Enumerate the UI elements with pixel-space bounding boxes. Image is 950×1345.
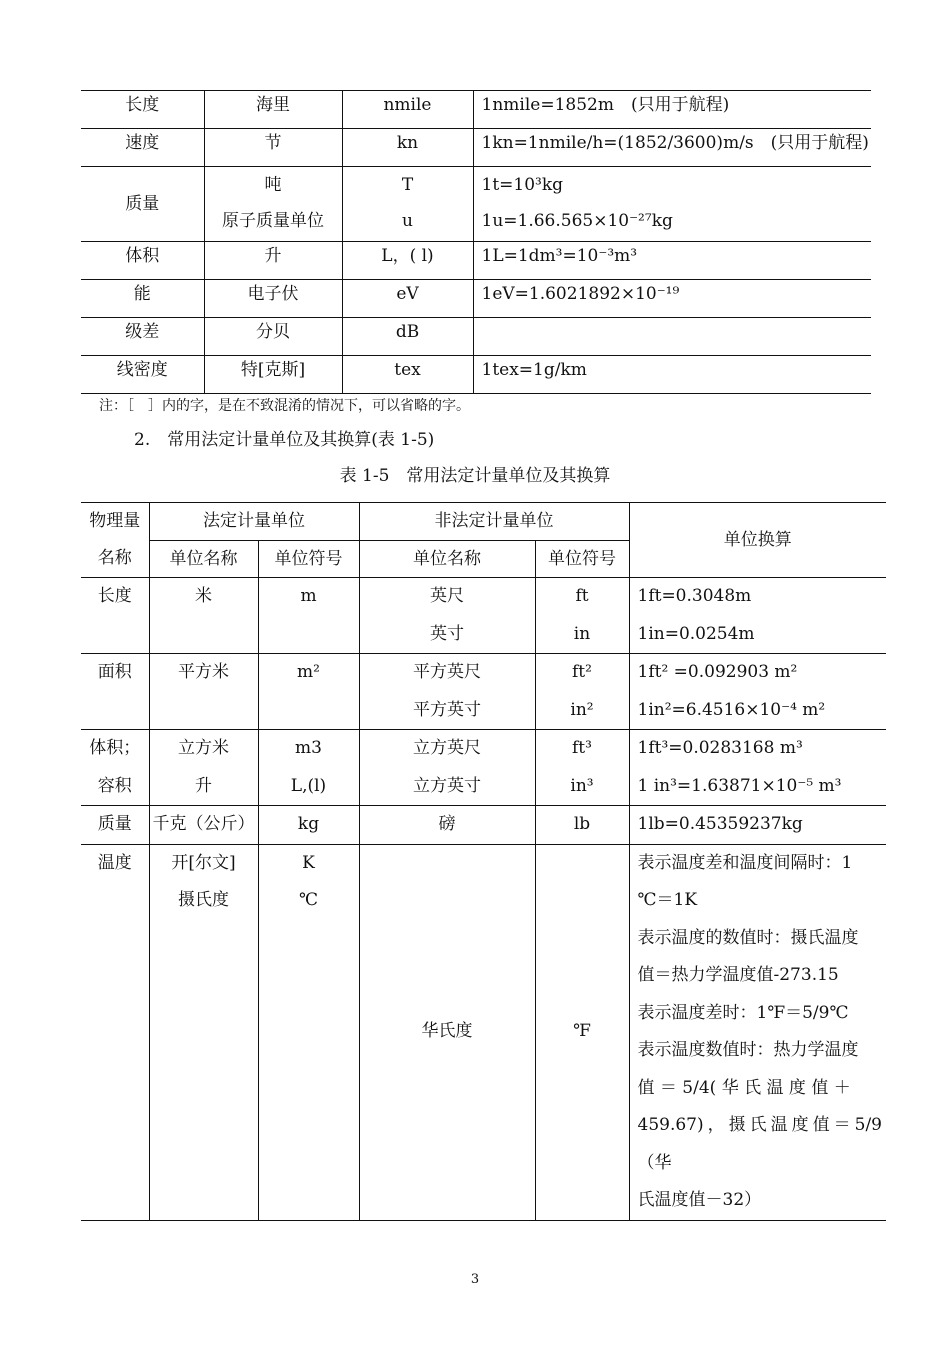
conversion-line: 1ft² =0.092903 m² [637, 662, 798, 682]
nonlegal-unit-name-line: 平方英尺 [413, 662, 481, 682]
legal-unit-symbol-line: K [302, 852, 315, 873]
table-row-temperature [81, 844, 886, 1220]
unit-name-cell [204, 318, 342, 356]
unit-symbol-cell [342, 167, 473, 242]
conversion-cell [473, 318, 871, 356]
conversion-cell [629, 578, 886, 654]
unit-symbol-cell [342, 129, 473, 167]
legal-unit-name-line: 立方米 [178, 738, 229, 758]
legal-unit-name-cell [149, 654, 258, 730]
conversion-line: 氏温度值－32） [637, 1190, 762, 1210]
units-table-2 [81, 502, 886, 1221]
conversion-line: 1u=1.66.565×10⁻²⁷kg [481, 211, 673, 231]
nonlegal-unit-symbol-line: in² [570, 699, 594, 720]
quantity-cell [81, 578, 149, 654]
quantity-cell: 温度 [81, 844, 149, 1220]
conversion-line: 1tex=1g/km [481, 360, 587, 380]
units-table-2-body [81, 578, 886, 1221]
unit-symbol-line: kn [396, 133, 419, 153]
unit-symbol-cell [342, 242, 473, 280]
conversion-line: 1eV=1.6021892×10⁻¹⁹ [481, 284, 680, 304]
units-table-1 [81, 90, 871, 394]
table-row [81, 356, 871, 394]
conversion-cell [473, 129, 871, 167]
legal-unit-name-line: 摄氏度 [178, 890, 229, 910]
conversion-cell [629, 730, 886, 806]
nonlegal-unit-symbol-line: ft³ [572, 738, 592, 758]
legal-unit-name-line: 升 [195, 775, 212, 796]
nonlegal-unit-name-cell [359, 806, 535, 845]
nonlegal-unit-name-cell [359, 730, 535, 806]
conversion-cell [473, 91, 871, 129]
unit-symbol-line: T [401, 175, 414, 195]
unit-name-line: 海里 [256, 95, 290, 115]
quantity-line: 面积 [97, 662, 132, 682]
table-row [81, 280, 871, 318]
nonlegal-unit-symbol-line: lb [573, 814, 591, 834]
unit-name-cell [204, 280, 342, 318]
legal-unit-symbol-line: m² [297, 662, 320, 682]
legal-unit-name-line: 米 [195, 586, 212, 606]
legal-unit-symbol-line: L,(l) [290, 775, 327, 796]
legal-unit-name-cell [149, 578, 258, 654]
header-legal-group: 法定计量单位 [149, 503, 359, 541]
nonlegal-unit-symbol-cell [535, 730, 629, 806]
unit-symbol-line: L，( l) [381, 246, 434, 266]
table-note: 注：［ ］内的字，是在不致混淆的情况下，可以省略的字。 [99, 398, 470, 414]
quantity-cell: 体积 [81, 242, 204, 280]
legal-unit-symbol-cell [258, 844, 359, 1220]
quantity-cell [81, 806, 149, 845]
unit-symbol-cell [342, 280, 473, 318]
header-unit-symbol: 单位符号 [258, 540, 359, 578]
quantity-cell: 质量 [81, 167, 204, 242]
table-row [81, 318, 871, 356]
conversion-line: 值＝热力学温度值-273.15 [637, 965, 839, 985]
nonlegal-unit-symbol-line: ft [575, 586, 589, 606]
legal-unit-symbol-cell [258, 730, 359, 806]
table-row [81, 654, 886, 730]
header-nonlegal-group: 非法定计量单位 [359, 503, 629, 541]
conversion-line: 表示温度差和温度间隔时：1 [637, 852, 853, 873]
legal-unit-name-cell [149, 844, 258, 1220]
quantity-line: 体积； [89, 738, 141, 758]
conversion-cell [473, 167, 871, 242]
nonlegal-unit-name-cell [359, 578, 535, 654]
conversion-cell [629, 654, 886, 730]
unit-symbol-cell [342, 356, 473, 394]
header-physical-qty [81, 503, 149, 578]
legal-unit-name-line: 平方米 [178, 662, 229, 682]
conversion-cell [629, 806, 886, 845]
conversion-line: 459.67)，摄氏温度值＝5/9（华 [637, 1115, 882, 1173]
legal-unit-symbol-line: kg [297, 814, 320, 834]
conversion-line: 1L=1dm³=10⁻³m³ [481, 246, 638, 266]
header-unit-name-nonlegal: 单位名称 [359, 540, 535, 578]
legal-unit-symbol-cell [258, 654, 359, 730]
unit-symbol-line: u [402, 211, 413, 231]
header-physical-qty-line1: 物理量 [89, 511, 141, 531]
legal-unit-symbol-line: m3 [295, 738, 322, 758]
conversion-line: 1kn=1nmile/h=(1852/3600)m/s (只用于航程) [481, 133, 869, 153]
conversion-line: 1in=0.0254m [637, 623, 755, 644]
conversion-line: 1nmile=1852m (只用于航程) [481, 95, 730, 115]
unit-name-cell [204, 129, 342, 167]
unit-symbol-line: eV [396, 284, 419, 304]
section-heading: 2. 常用法定计量单位及其换算(表 1-5) [134, 430, 435, 450]
table-row [81, 129, 871, 167]
quantity-cell: 速度 [81, 129, 204, 167]
legal-unit-symbol-cell [258, 806, 359, 845]
legal-unit-name-line: 千克（公斤） [152, 814, 255, 834]
page-number: 3 [470, 1272, 480, 1287]
header-conversion: 单位换算 [629, 503, 886, 578]
quantity-cell: 线密度 [81, 356, 204, 394]
quantity-cell [81, 730, 149, 806]
unit-name-line: 升 [264, 246, 282, 266]
unit-name-cell [204, 242, 342, 280]
conversion-line: 表示温度数值时：热力学温度 [637, 1040, 859, 1060]
quantity-line: 质量 [97, 814, 132, 834]
conversion-line: 1ft=0.3048m [637, 586, 752, 606]
unit-symbol-line: nmile [383, 95, 432, 115]
quantity-line: 长度 [97, 586, 132, 606]
table-2-header-row-1 [81, 503, 886, 541]
nonlegal-unit-symbol-line: in³ [570, 775, 594, 796]
unit-name-line: 原子质量单位 [222, 211, 324, 231]
legal-unit-name-cell [149, 730, 258, 806]
unit-name-cell [204, 91, 342, 129]
unit-name-line: 吨 [264, 175, 282, 195]
legal-unit-symbol-cell [258, 578, 359, 654]
quantity-cell: 能 [81, 280, 204, 318]
table-row [81, 167, 871, 242]
legal-unit-symbol-line: ℃ [298, 890, 319, 910]
legal-unit-symbol-line: m [300, 586, 317, 606]
nonlegal-unit-symbol-cell [535, 654, 629, 730]
table-caption: 表 1-5 常用法定计量单位及其换算 [339, 466, 611, 486]
conversion-cell [629, 844, 886, 1220]
conversion-line: ℃＝1K [637, 890, 698, 910]
nonlegal-unit-name-cell [359, 654, 535, 730]
conversion-cell [473, 280, 871, 318]
header-physical-qty-line2: 名称 [97, 548, 132, 568]
table-row [81, 91, 871, 129]
conversion-line: 1t=10³kg [481, 175, 564, 195]
conversion-line: 1ft³=0.0283168 m³ [637, 738, 803, 758]
conversion-line: 值 ＝ 5/4( 华 氏 温 度 值 ＋ [637, 1077, 851, 1098]
unit-name-cell [204, 356, 342, 394]
nonlegal-unit-symbol-cell [535, 806, 629, 845]
units-table-1-body [81, 91, 871, 394]
unit-name-line: 节 [264, 133, 282, 153]
quantity-cell: 长度 [81, 91, 204, 129]
legal-unit-name-line: 开[尔文] [171, 852, 236, 873]
nonlegal-unit-name-line: 立方英尺 [413, 738, 481, 758]
unit-name-line: 特[克斯] [240, 360, 306, 380]
unit-name-line: 电子伏 [247, 284, 299, 304]
nonlegal-unit-name-line: 立方英寸 [413, 775, 481, 796]
unit-symbol-cell [342, 91, 473, 129]
quantity-cell: 级差 [81, 318, 204, 356]
conversion-line: 1in²=6.4516×10⁻⁴ m² [637, 699, 826, 720]
nonlegal-unit-symbol-cell [535, 578, 629, 654]
nonlegal-unit-name-line: 英尺 [430, 586, 464, 606]
unit-name-cell [204, 167, 342, 242]
nonlegal-unit-symbol-cell: ℉ [535, 844, 629, 1220]
conversion-line: 1 in³=1.63871×10⁻⁵ m³ [637, 775, 842, 796]
quantity-cell [81, 654, 149, 730]
nonlegal-unit-symbol-line: in [573, 623, 591, 644]
unit-symbol-line: dB [395, 322, 420, 342]
legal-unit-name-cell [149, 806, 258, 845]
conversion-line: 1lb=0.45359237kg [637, 814, 803, 834]
table-row [81, 730, 886, 806]
header-unit-symbol-nonlegal: 单位符号 [535, 540, 629, 578]
conversion-cell [473, 242, 871, 280]
table-row [81, 806, 886, 845]
header-unit-name: 单位名称 [149, 540, 258, 578]
nonlegal-unit-name-cell: 华氏度 [359, 844, 535, 1220]
nonlegal-unit-name-line: 平方英寸 [413, 699, 481, 720]
unit-symbol-line: tex [394, 360, 421, 380]
conversion-cell [473, 356, 871, 394]
nonlegal-unit-name-line: 磅 [438, 814, 456, 834]
nonlegal-unit-symbol-line: ft² [572, 662, 592, 682]
conversion-line: 表示温度的数值时：摄氏温度 [637, 927, 859, 948]
quantity-line: 容积 [97, 775, 132, 796]
unit-symbol-cell [342, 318, 473, 356]
unit-name-line: 分贝 [256, 322, 290, 342]
conversion-line: 表示温度差时：1℉＝5/9℃ [637, 1002, 849, 1023]
table-row [81, 578, 886, 654]
nonlegal-unit-name-line: 英寸 [430, 623, 464, 644]
table-row [81, 242, 871, 280]
